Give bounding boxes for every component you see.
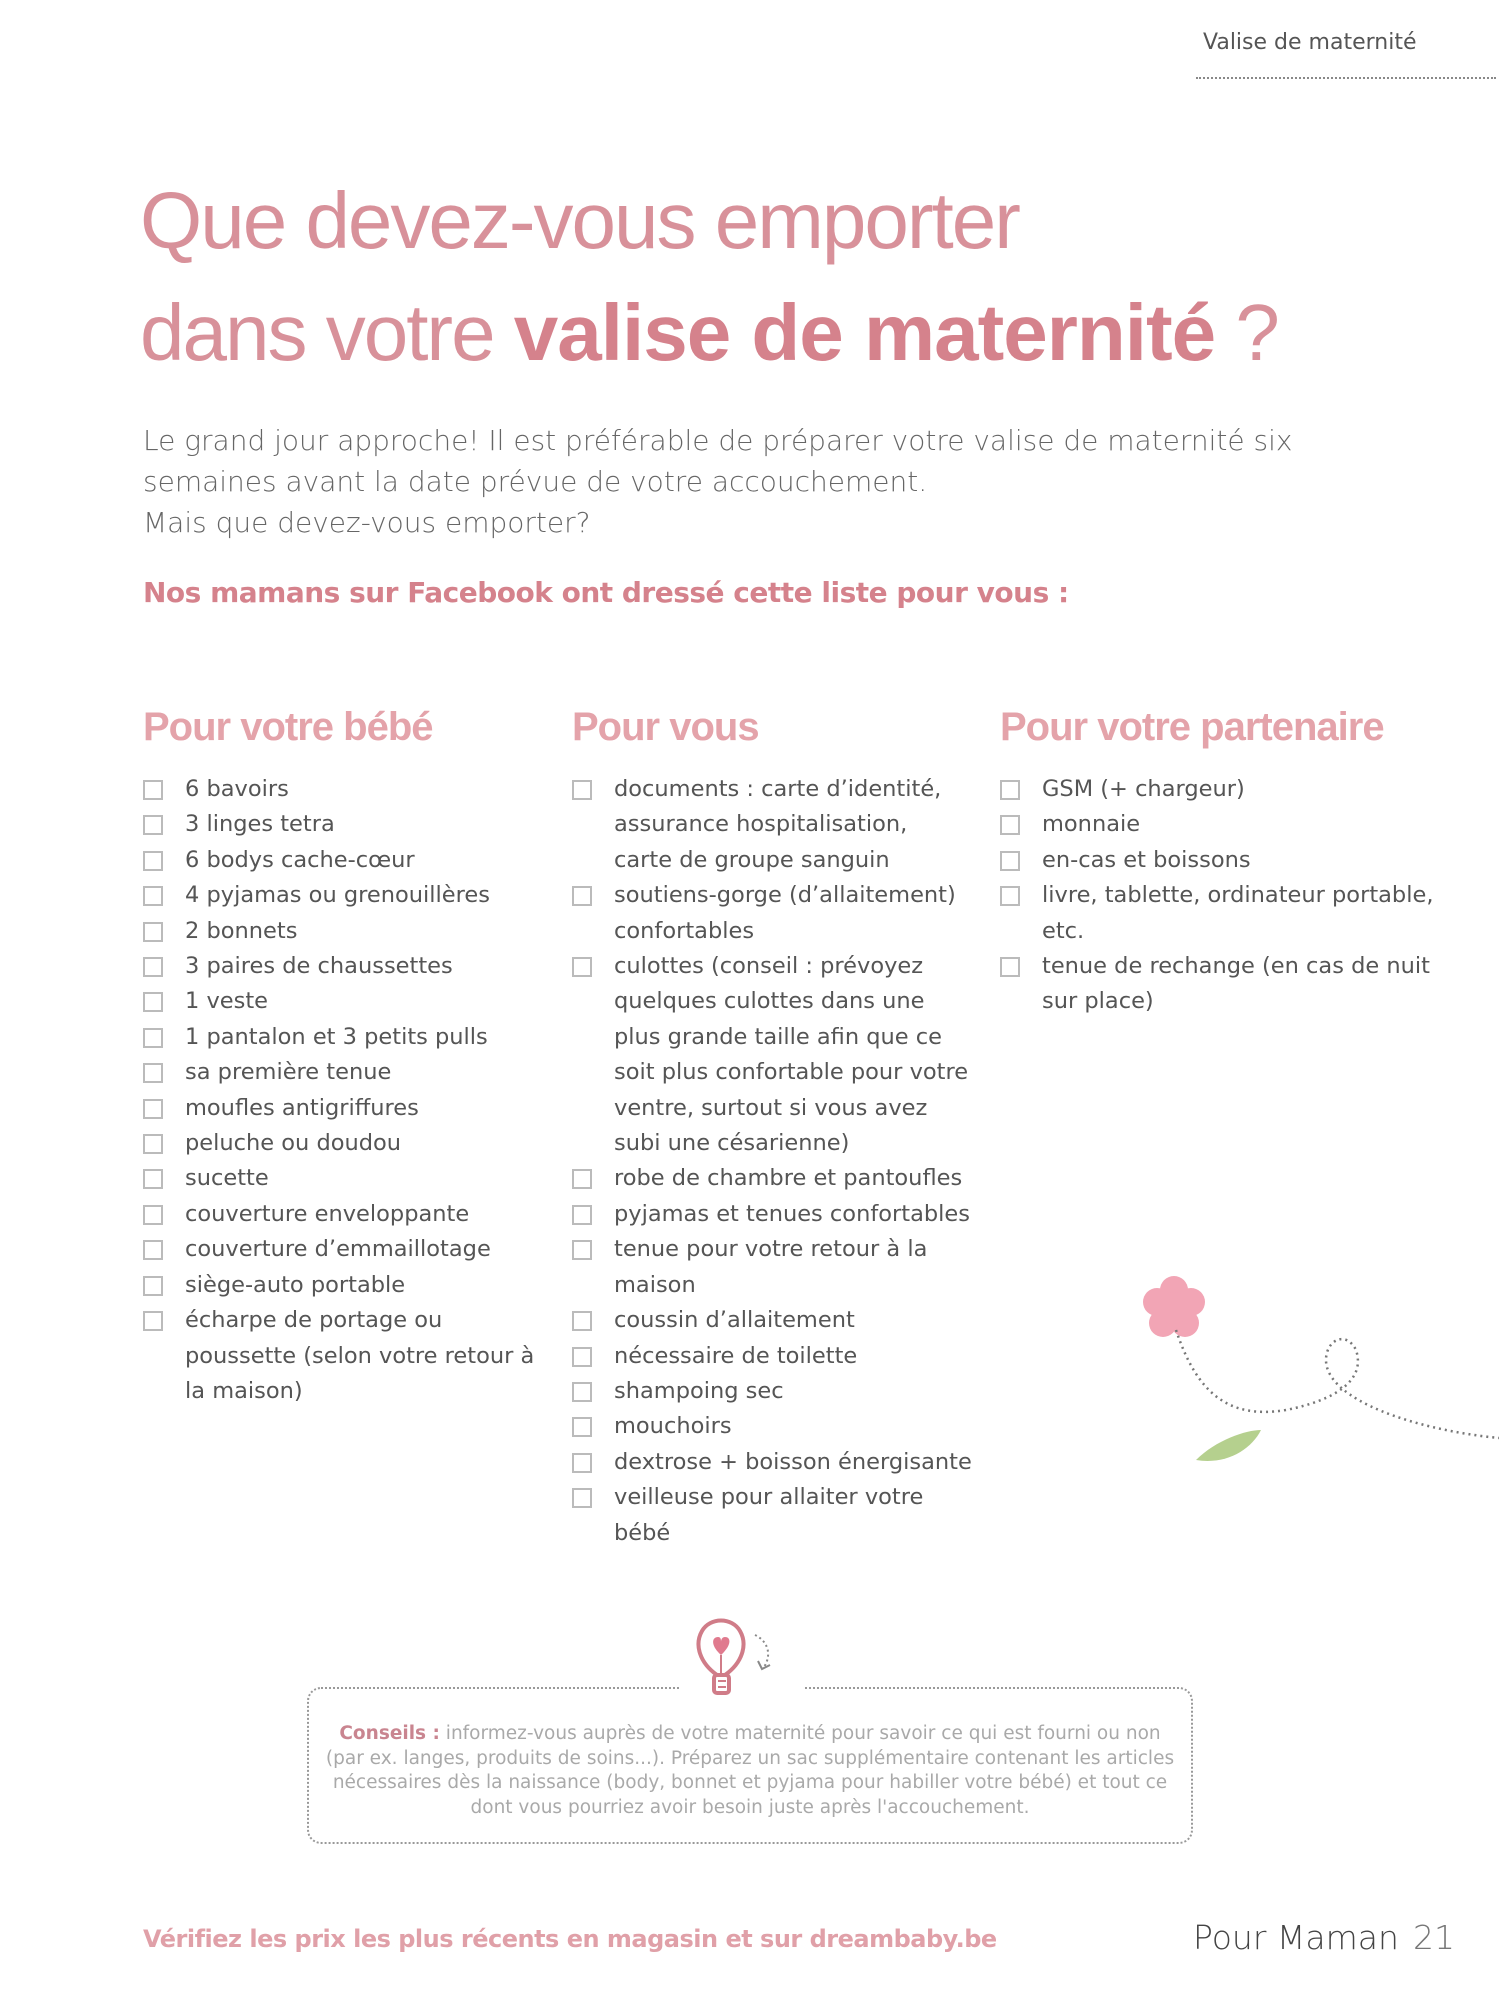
title-end: ?	[1215, 288, 1278, 377]
intro-line: semaines avant la date prévue de votre accouchement.	[143, 465, 928, 498]
checklist-item	[143, 1091, 543, 1126]
checklist-item	[1000, 807, 1460, 842]
checkbox[interactable]	[572, 1488, 592, 1508]
checklist-item-label: 4 pyjamas ou grenouillères	[185, 882, 490, 909]
title-line-2	[140, 277, 1460, 389]
checklist-item-label: 1 pantalon et 3 petits pulls	[185, 1023, 488, 1050]
checklist-item-label: 1 veste	[185, 988, 269, 1015]
checkbox[interactable]	[572, 886, 592, 906]
checkbox[interactable]	[572, 1453, 592, 1473]
section-header: Valise de maternité	[1203, 30, 1417, 55]
checklist-item-label: pyjamas et tenues confortables	[614, 1200, 970, 1227]
checklist-item-label: documents : carte d’identité, assurance hospitalisation, carte de groupe sanguin	[614, 776, 942, 873]
checkbox[interactable]	[572, 1347, 592, 1367]
checklist-item-label: monnaie	[1042, 811, 1141, 838]
checklist-item	[143, 878, 543, 913]
tip-label: Conseils :	[339, 1723, 440, 1744]
intro-paragraph	[143, 420, 1383, 543]
checklist-item-label: peluche ou doudou	[185, 1130, 402, 1157]
lightbulb-heart-icon	[680, 1615, 790, 1710]
checklist-item	[1000, 949, 1460, 1020]
checklist-item	[143, 772, 543, 807]
checklist-item-label: robe de chambre et pantoufles	[614, 1165, 963, 1192]
checkbox[interactable]	[572, 1240, 592, 1260]
checklist-item	[143, 1232, 543, 1267]
footer-section: Pour Maman	[1193, 1918, 1399, 1957]
intro-line: Mais que devez-vous emporter?	[143, 506, 591, 539]
checklist-item-label: GSM (+ chargeur)	[1042, 776, 1245, 802]
footer-note: Vérifiez les prix les plus récents en magasin et sur dreambaby.be	[143, 1925, 997, 1953]
checklist-item-label: culottes (conseil : prévoyez quelques culottes dans une plus grande taille afin que ce soit plus confortable pour votre ventre, surtout si vous avez subi une césarienne)	[614, 953, 969, 1157]
checkbox[interactable]	[143, 1063, 163, 1083]
checklist-item-label: dextrose + boisson énergisante	[614, 1448, 972, 1475]
checkbox[interactable]	[143, 780, 163, 800]
checklist-item	[572, 1161, 972, 1196]
checkbox[interactable]	[143, 922, 163, 942]
checklist-item	[143, 1161, 543, 1196]
checkbox[interactable]	[143, 1028, 163, 1048]
checklist-item-label: 2 bonnets	[185, 917, 298, 944]
checkbox[interactable]	[572, 1205, 592, 1225]
checklist-item	[1000, 772, 1460, 807]
checklist-item	[1000, 878, 1460, 949]
title-bold: valise de maternité	[513, 288, 1216, 377]
column-heading: Pour votre bébé	[143, 705, 433, 749]
checkbox[interactable]	[572, 957, 592, 977]
checkbox[interactable]	[572, 1169, 592, 1189]
checklist-item	[572, 1409, 972, 1444]
checkbox[interactable]	[572, 780, 592, 800]
title-light: dans votre	[140, 288, 514, 377]
checklist-item-label: coussin d’allaitement	[614, 1307, 855, 1334]
checkbox[interactable]	[143, 957, 163, 977]
checkbox[interactable]	[572, 1382, 592, 1402]
checkbox[interactable]	[1000, 851, 1020, 871]
checklist-item-label: tenue pour votre retour à la maison	[614, 1236, 928, 1298]
checklist-item	[572, 1445, 972, 1480]
checklist-item	[143, 1126, 543, 1161]
checklist-item	[143, 949, 543, 984]
checklist-item-label: couverture enveloppante	[185, 1200, 470, 1227]
checklist-item-label: mouchoirs	[614, 1413, 732, 1440]
checklist-item	[572, 1339, 972, 1374]
column-partner	[1000, 705, 1460, 1020]
checklist-item	[143, 1020, 543, 1055]
checkbox[interactable]	[143, 1240, 163, 1260]
checklist-item-label: soutiens-gorge (d’allaitement) confortables	[614, 882, 956, 944]
checklist-item-label: écharpe de portage ou poussette (selon votre retour à la maison)	[185, 1307, 535, 1404]
checklist-item-label: sa première tenue	[185, 1059, 392, 1086]
checkbox[interactable]	[143, 1205, 163, 1225]
checkbox[interactable]	[143, 1169, 163, 1189]
checklist-item-label: veilleuse pour allaiter votre bébé	[614, 1484, 924, 1546]
checklist-item	[143, 1303, 543, 1409]
checklist-item	[143, 914, 543, 949]
checklist-item	[143, 1055, 543, 1090]
checklist-item	[572, 1197, 972, 1232]
checklist-item	[572, 878, 972, 949]
checkbox[interactable]	[143, 1276, 163, 1296]
checkbox[interactable]	[1000, 815, 1020, 835]
checklist-item-label: sucette	[185, 1165, 269, 1192]
checklist-item	[572, 949, 972, 1161]
flower-decoration-icon	[1136, 1270, 1499, 1500]
tip-body: informez-vous auprès de votre maternité pour savoir ce qui est fourni ou non (par ex. langes, produits de soins...). Préparez un sac supplémentaire contenant les articles nécessaires dès la naissance (body, bonnet et pyjama pour habiller votre bébé) et tout ce dont vous pourriez avoir besoin juste après l'accouchement.	[325, 1723, 1175, 1818]
checklist-item-label: 6 bavoirs	[185, 776, 289, 802]
checkbox[interactable]	[143, 1134, 163, 1154]
checklist-item	[143, 1268, 543, 1303]
page-title	[140, 165, 1460, 389]
checkbox[interactable]	[1000, 957, 1020, 977]
checklist-item-label: siège-auto portable	[185, 1271, 406, 1298]
checklist-item	[572, 1232, 972, 1303]
checkbox[interactable]	[1000, 780, 1020, 800]
checklist-item-label: 3 linges tetra	[185, 811, 335, 838]
column-heading: Pour votre partenaire	[1000, 705, 1384, 749]
checkbox[interactable]	[143, 815, 163, 835]
checklist-item-label: shampoing sec	[614, 1377, 784, 1404]
checklist-item-label: en-cas et boissons	[1042, 846, 1251, 873]
column-baby	[143, 705, 543, 1409]
checkbox[interactable]	[1000, 886, 1020, 906]
title-line-1: Que devez-vous emporter	[140, 176, 1019, 265]
checkbox[interactable]	[143, 886, 163, 906]
checklist-item	[572, 1480, 972, 1551]
checkbox[interactable]	[143, 992, 163, 1012]
checklist-item-label: 3 paires de chaussettes	[185, 953, 453, 980]
checkbox[interactable]	[143, 851, 163, 871]
checklist-item	[1000, 843, 1460, 878]
checklist-item-label: nécessaire de toilette	[614, 1342, 858, 1369]
checklist-item	[572, 1374, 972, 1409]
checklist-item	[143, 1197, 543, 1232]
checkbox[interactable]	[143, 1099, 163, 1119]
column-heading: Pour vous	[572, 705, 759, 749]
checklist-item-label: 6 bodys cache-cœur	[185, 846, 415, 873]
checkbox[interactable]	[572, 1417, 592, 1437]
checkbox[interactable]	[572, 1311, 592, 1331]
checklist-item-label: livre, tablette, ordinateur portable, etc.	[1042, 882, 1434, 944]
checkbox[interactable]	[143, 1311, 163, 1331]
checklist-item	[143, 843, 543, 878]
checklist-item-label: tenue de rechange (en cas de nuit sur place)	[1042, 953, 1430, 1015]
intro-line: Le grand jour approche! Il est préférable de préparer votre valise de maternité six	[143, 424, 1293, 457]
tip-text	[325, 1722, 1175, 1820]
checklist-item	[572, 772, 972, 878]
checklist-item-label: moufles antigriffures	[185, 1094, 419, 1121]
checklist-item	[143, 984, 543, 1019]
subheading: Nos mamans sur Facebook ont dressé cette liste pour vous :	[143, 576, 1069, 609]
checklist-item	[143, 807, 543, 842]
checklist-item	[572, 1303, 972, 1338]
page-number: 21	[1413, 1918, 1455, 1957]
header-divider	[1196, 77, 1496, 79]
checklist-item-label: couverture d’emmaillotage	[185, 1236, 491, 1263]
column-you	[572, 705, 972, 1551]
